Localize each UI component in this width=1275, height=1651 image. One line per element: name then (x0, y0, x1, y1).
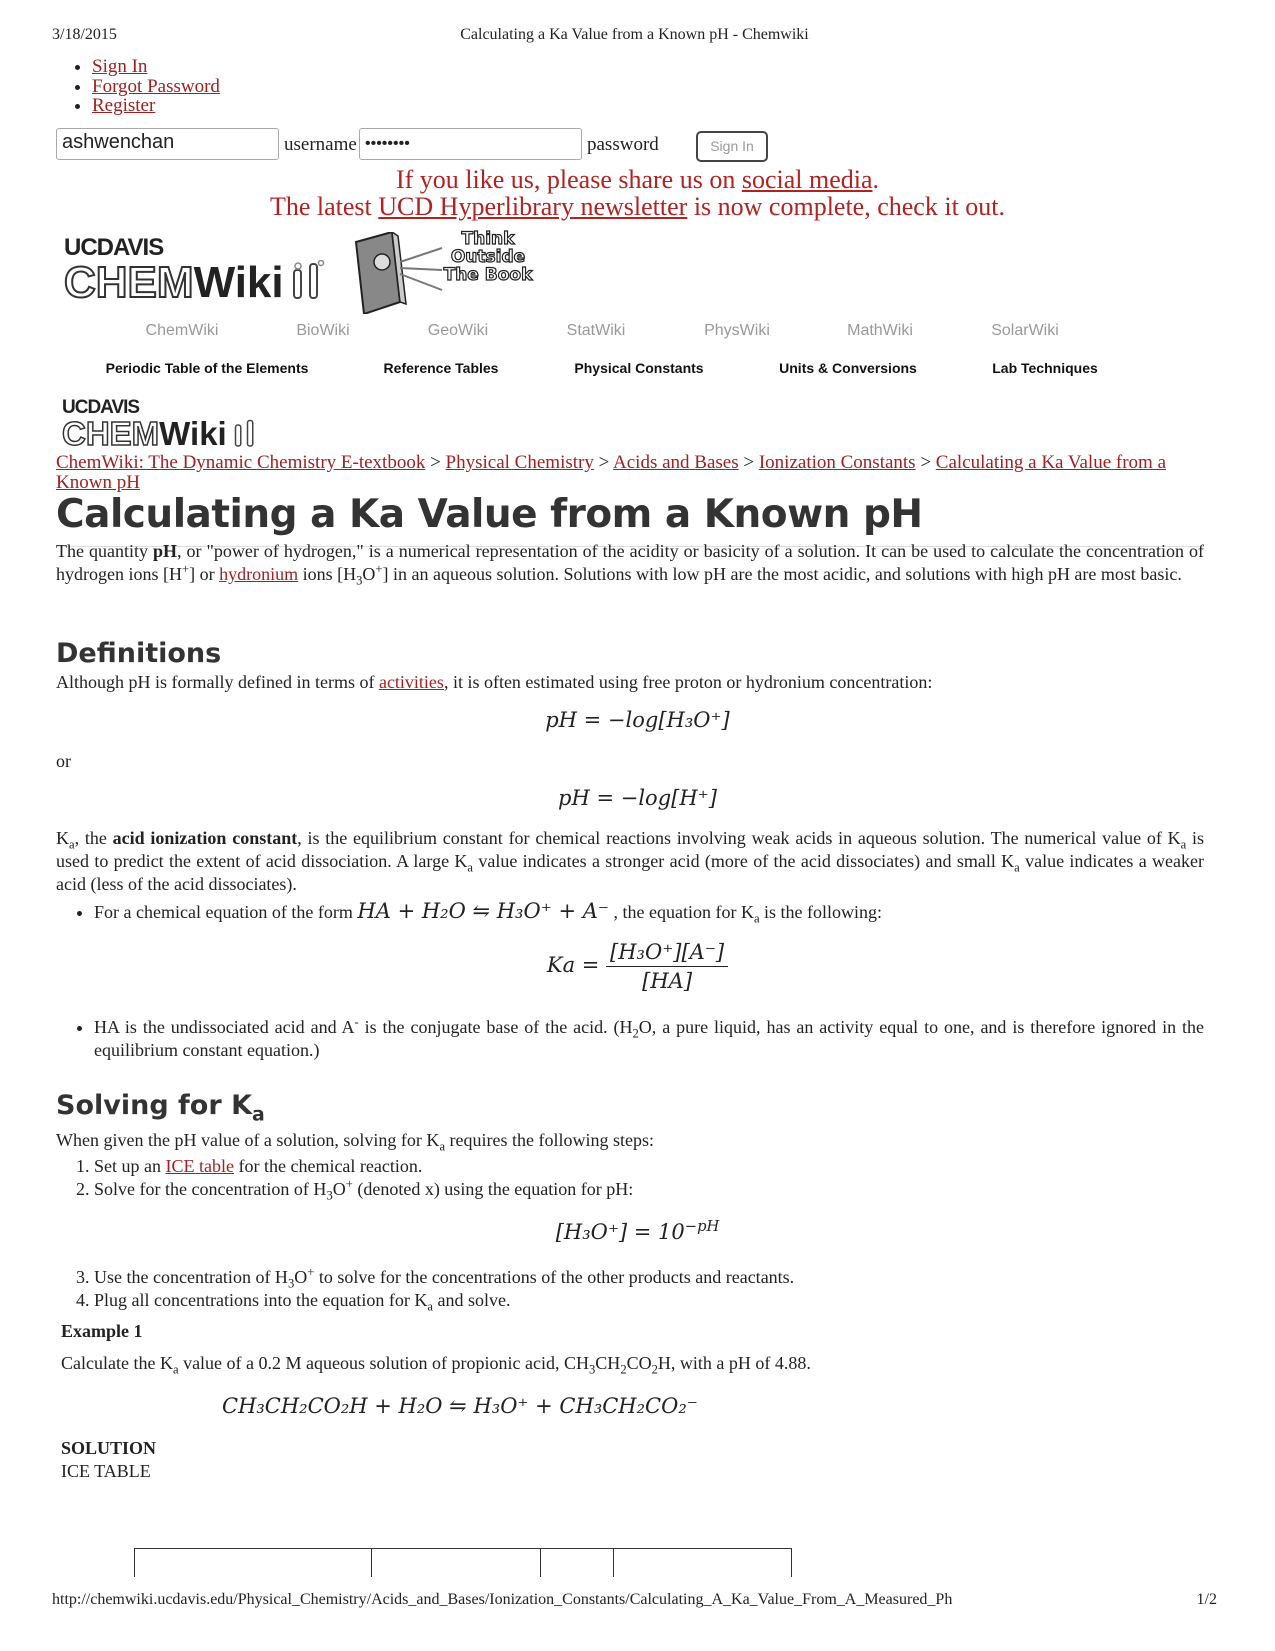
breadcrumb-link[interactable]: Physical Chemistry (445, 452, 594, 473)
social-media-link[interactable]: social media (741, 165, 873, 194)
nav-geowiki[interactable]: GeoWiki (427, 322, 489, 339)
register-link[interactable]: Register (92, 95, 156, 116)
breadcrumb-link[interactable]: Acids and Bases (613, 452, 739, 473)
solving-intro: When given the pH value of a solution, solving for $K_a$ requires the following steps: (56, 1130, 654, 1154)
forgot-password-link[interactable]: Forgot Password (92, 75, 220, 97)
example-heading: Example 1 (61, 1321, 143, 1341)
logo-wiki-text: Wiki (159, 415, 227, 452)
solving-steps-2 (56, 1266, 1204, 1312)
print-url: http://chemwiki.ucdavis.edu/Physical_Chemistry/Acids_and_Bases/Ionization_Constants/Calculating_A_Ka_Value_From_A_Measured_Ph (52, 1591, 953, 1608)
definitions-heading: Definitions (56, 638, 222, 669)
hydronium-link[interactable]: hydronium (219, 564, 299, 584)
chemwiki-logo[interactable] (64, 236, 326, 310)
nav-physwiki[interactable]: PhysWiki (704, 322, 770, 339)
ice-table-link[interactable]: ICE table (165, 1156, 234, 1176)
print-date: 3/18/2015 (52, 26, 117, 43)
think-outside-the-book-badge[interactable] (352, 229, 544, 314)
logo-ucdavis-text: UCDAVIS (62, 397, 140, 418)
print-title: Calculating a Ka Value from a Known pH - Chemwiki (460, 26, 809, 43)
ice-table-label: ICE TABLE (61, 1461, 151, 1481)
nav-biowiki[interactable]: BioWiki (296, 322, 350, 339)
nav-physical-constants[interactable]: Physical Constants (574, 360, 704, 376)
nav-chemwiki[interactable]: ChemWiki (145, 322, 219, 339)
nav-statwiki[interactable]: StatWiki (566, 322, 626, 339)
breadcrumb-link[interactable]: ChemWiki: The Dynamic Chemistry E-textbook (56, 452, 426, 473)
activities-link[interactable]: activities (378, 672, 444, 692)
ice-table-column-divider (540, 1549, 541, 1577)
nav-mathwiki[interactable]: MathWiki (847, 322, 913, 339)
ka-paragraph: $K_a$, the acid ionization constant, is the equilibrium constant for chemical reactions involving weak acids in aqueous solution. The numerical value of $K_a$ is used to predict the extent of acid dissociation. A large $K_a$ value indicates a stronger acid (more of the acid dissociates) and small $K_a$ value indicates a weaker acid (less of the acid dissociates). (56, 828, 1204, 894)
password-label: password (587, 134, 659, 155)
list-item: 4. Plug all concentrations into the equation for $K_a$ and solve. (94, 1289, 1204, 1312)
logo-chem-text: CHEM (64, 258, 194, 307)
ph-equation-proton: pH = −log[H⁺] (558, 786, 717, 810)
ka-equation: Ka = $\frac{\text{[H₃O⁺][A⁻]}}{[HA]}$ (0, 940, 1275, 993)
or-text: or (56, 751, 71, 771)
definitions-bullets-1 (56, 900, 1204, 924)
nav-periodic-table[interactable]: Periodic Table of the Elements (105, 360, 309, 376)
list-item: 3. Use the concentration of $H_3O^+$ to solve for the concentrations of the other products and reactants. (94, 1266, 1204, 1289)
promo-line-1: If you like us, please share us on social media. (395, 165, 880, 194)
solving-steps-1 (56, 1155, 1204, 1201)
ice-table-column-divider (371, 1549, 372, 1577)
promo-banner (0, 166, 1275, 220)
print-footer (52, 1591, 1217, 1609)
list-item: 2. Solve for the concentration of $H_3O^+$ (denoted x) using the equation for pH: (94, 1178, 1204, 1201)
definitions-bullets-2 (56, 1016, 1204, 1062)
wiki-nav (0, 322, 1275, 346)
intro-paragraph: The quantity pH, or "power of hydrogen," is a numerical representation of the acidity or basicity of a solution. It can be used to calculate the concentration of hydrogen ions [H+] or hydronium ions $[H_3O^+]$ in an aqueous solution. Solutions with low pH are the most acidic, and solutions with high pH are most basic. (56, 541, 1204, 588)
nav-reference-tables[interactable]: Reference Tables (383, 360, 499, 376)
username-label: username (284, 134, 357, 155)
logo-chem-text: CHEM (62, 415, 160, 452)
propionic-acid-equation: CH₃CH₂CO₂H + H₂O ⇋ H₃O⁺ + CH₃CH₂CO₂⁻ (222, 1394, 698, 1418)
reaction-equation: HA + H₂O ⇋ H₃O⁺ + A⁻ (357, 899, 609, 923)
nav-lab-techniques[interactable]: Lab Techniques (992, 360, 1098, 376)
breadcrumb-link[interactable]: Ionization Constants (758, 452, 916, 473)
newsletter-link[interactable]: UCD Hyperlibrary newsletter (378, 192, 688, 221)
ph-equation-hydronium: pH = −log[H₃O⁺] (545, 708, 730, 732)
username-input[interactable]: ashwenchan (56, 128, 279, 160)
sign-in-button[interactable]: Sign In (696, 131, 768, 162)
definitions-paragraph: Although pH is formally defined in terms of activities, it is often estimated using free proton or hydronium concentration: (56, 672, 933, 692)
test-tube-icon (231, 417, 261, 451)
tool-nav (0, 360, 1275, 382)
list-item: 1. Set up an ICE table for the chemical reaction. (94, 1155, 1204, 1178)
solving-heading: Solving for $K_a$ (56, 1090, 265, 1126)
sign-in-link[interactable]: Sign In (92, 56, 148, 77)
page-title: Calculating a Ka Value from a Known pH (56, 492, 923, 537)
password-input[interactable]: •••••••• (359, 128, 582, 160)
list-item: • For a chemical equation of the form HA + H₂O ⇋ H₃O⁺ + A⁻ , the equation for $K_a$ is the following: (94, 900, 1204, 924)
breadcrumb: ChemWiki: The Dynamic Chemistry E-textbook > Physical Chemistry > Acids and Bases > Ionization Constants > Calculating a Ka Value from a Known pH (56, 452, 1167, 493)
list-item: • HA is the undissociated acid and A- is the conjugate base of the acid. ($H_2O$, a pure liquid, has an activity equal to one, and is therefore ignored in the equilibrium constant equation.) (94, 1016, 1204, 1062)
account-links (72, 57, 220, 116)
breadcrumb-link[interactable]: Calculating a Ka Value from a Known pH (56, 452, 1167, 493)
print-header (52, 26, 1217, 48)
logo-ucdavis-text: UCDAVIS (64, 234, 164, 261)
promo-line-2: The latest UCD Hyperlibrary newsletter is now complete, check it out. (269, 192, 1006, 221)
example-question: Calculate the $K_a$ value of a 0.2 M aqueous solution of propionic acid, $CH_3CH_2CO_2H$, with a pH of 4.88. (61, 1353, 811, 1377)
test-tube-icon (288, 260, 328, 304)
solution-label: SOLUTION (61, 1438, 157, 1458)
page-number: 1/2 (1196, 1591, 1217, 1608)
ice-table-column-divider (613, 1549, 614, 1577)
chemwiki-logo-small[interactable] (62, 398, 270, 450)
ice-table (134, 1548, 792, 1577)
hydronium-concentration-equation: $[H_3O^+] = 10^{-pH}$ (555, 1218, 720, 1244)
nav-solarwiki[interactable]: SolarWiki (991, 322, 1059, 339)
logo-wiki-text: Wiki (193, 258, 284, 307)
nav-units-conversions[interactable]: Units & Conversions (779, 360, 917, 376)
book-badge-text: Think Outside The Book (443, 229, 533, 285)
